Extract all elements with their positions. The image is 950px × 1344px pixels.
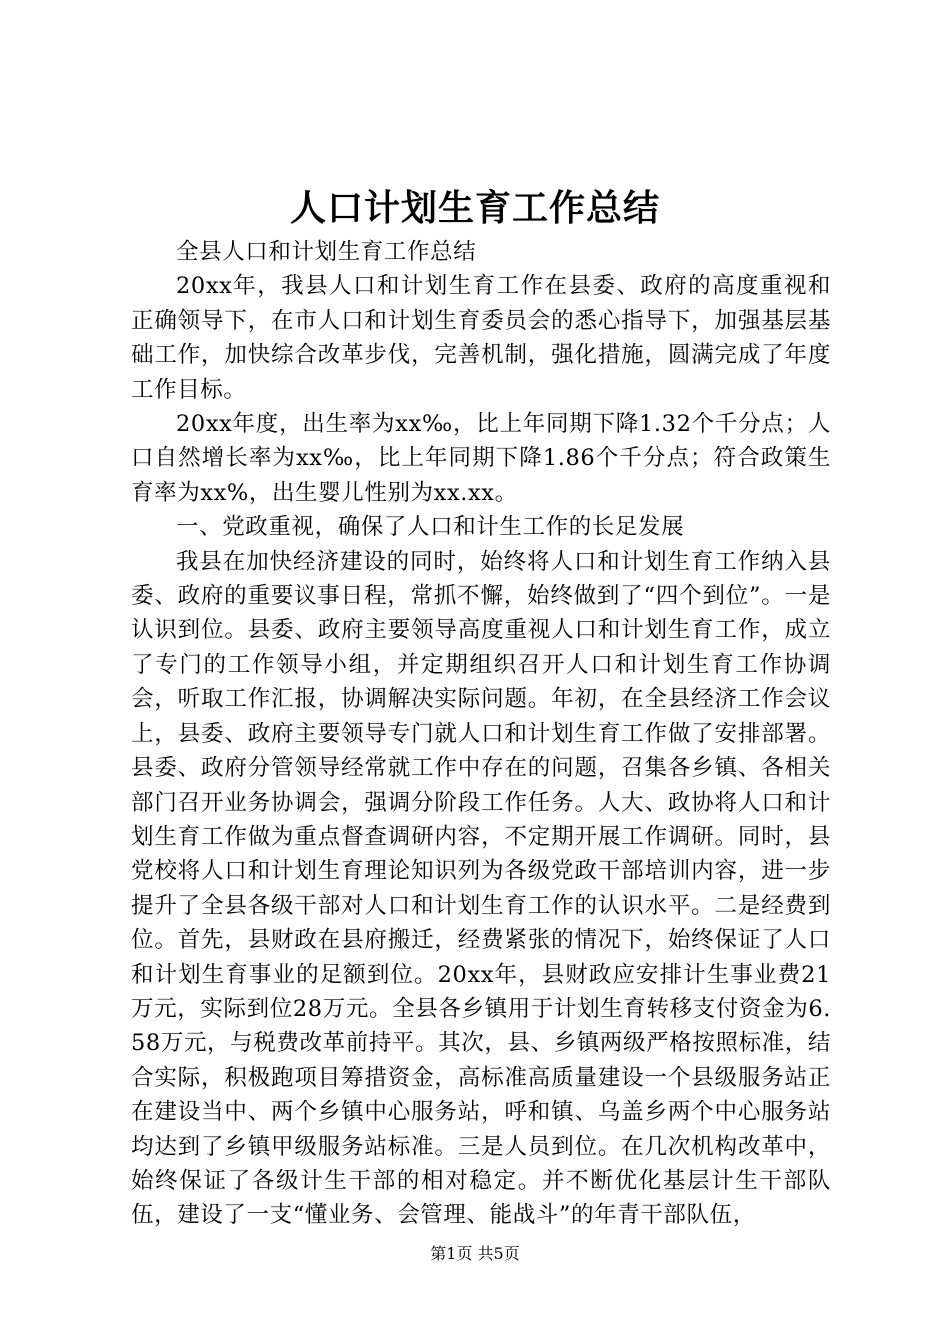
section-heading: 一、党政重视，确保了人口和计生工作的长足发展 xyxy=(176,514,685,541)
paragraph-body: 我县在加快经济建设的同时，始终将人口和计划生育工作纳入县委、政府的重要议事日程，常抓不懈，始终做到了“四个到位”。一是认识到位。县委、政府主要领导高度重视人口和计划生育工作，成立了专门的工作领导小组，并定期组织召开人口和计划生育工作协调会，听取工作汇报，协调解决实际问题。年初，在全县经济工作会议上，县委、政府主要领导专门就人口和计划生育工作做了安排部署。县委、政府分管领导经常就工作中存在的问题，召集各乡镇、各相关部门召开业务协调会，强调分阶段工作任务。人大、政协将人口和计划生育工作做为重点督查调研内容，不定期开展工作调研。同时，县党校将人口和计划生育理论知识列为各级党政干部培训内容，进一步提升了全县各级干部对人口和计划生育工作的认识水平。二是经费到位。首先，县财政在县府搬迁，经费紧张的情况下，始终保证了人口和计划生育事业的足额到位。20xx年，县财政应安排计生事业费21万元，实际到位28万元。全县各乡镇用于计划生育转移支付资金为6.58万元，与税费改革前持平。其次，县、乡镇两级严格按照标准，结合实际，积极跑项目筹措资金，高标准高质量建设一个县级服务站正在建设当中、两个乡镇中心服务站，呼和镇、乌盖乡两个中心服务站均达到了乡镇甲级服务站标准。三是人员到位。在几次机构改革中，始终保证了各级计生干部的相对稳定。并不断优化基层计生干部队伍，建设了一支“懂业务、会管理、能战斗”的年青干部队伍， xyxy=(131,548,831,1229)
document-body xyxy=(131,235,831,1233)
paragraph-statistics: 20xx年度，出生率为xx‰，比上年同期下降1.32个千分点；人口自然增长率为xx‰，比上年同期下降1.86个千分点；符合政策生育率为xx%，出生婴儿性别为xx.xx。 xyxy=(131,411,831,506)
paragraph-intro: 20xx年，我县人口和计划生育工作在县委、政府的高度重视和正确领导下，在市人口和计划生育委员会的悉心指导下，加强基层基础工作，加快综合改革步伐，完善机制，强化措施，圆满完成了年度工作目标。 xyxy=(131,273,831,403)
document-title: 人口计划生育工作总结 xyxy=(289,187,660,229)
page-footer: 第1页 共5页 xyxy=(430,1244,520,1263)
paragraph-subtitle: 全县人口和计划生育工作总结 xyxy=(176,239,477,265)
